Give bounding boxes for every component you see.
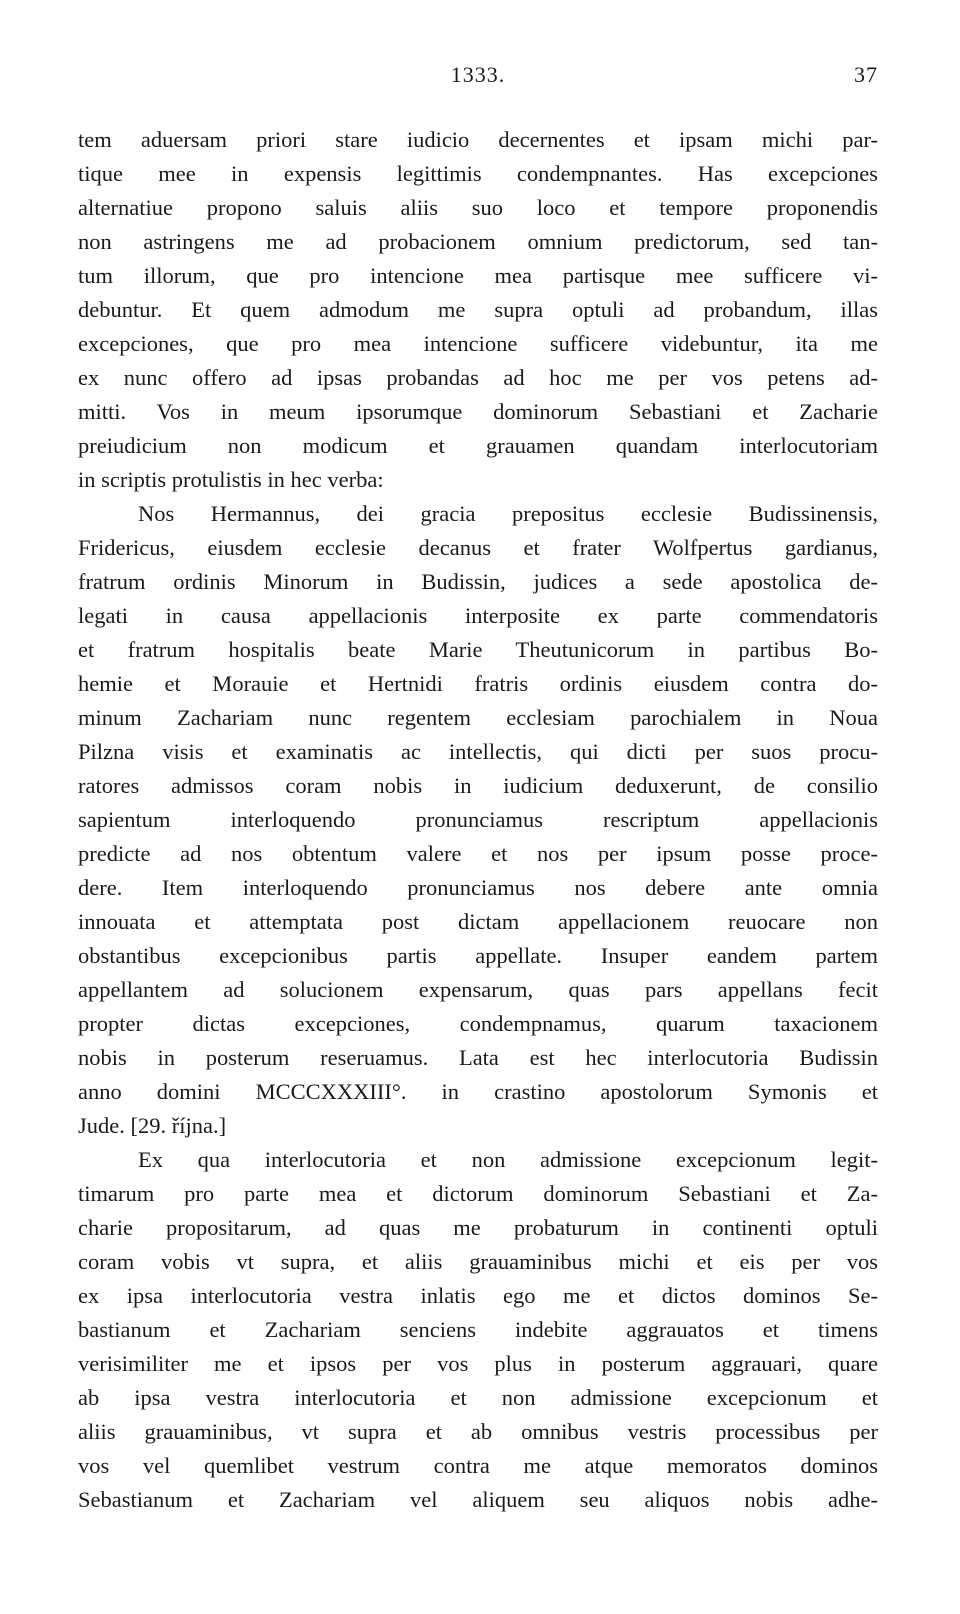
- text-line: legati in causa appellacionis interposite ex parte commendatoris: [78, 603, 878, 628]
- text-line: aliis grauaminibus, vt supra et ab omnibus vestris processibus per: [78, 1419, 878, 1444]
- text-line: alternatiue propono saluis aliis suo loco et tempore proponendis: [78, 195, 878, 220]
- text-line: tique mee in expensis legittimis condempnantes. Has excepciones: [78, 161, 878, 186]
- text-line: fratrum ordinis Minorum in Budissin, judices a sede apostolica de-: [78, 569, 878, 594]
- text-line: verisimiliter me et ipsos per vos plus in posterum aggrauari, quare: [78, 1351, 878, 1376]
- text-line: propter dictas excepciones, condempnamus, quarum taxacionem: [78, 1011, 878, 1036]
- text-line: tem aduersam priori stare iudicio decernentes et ipsam michi par-: [78, 127, 878, 152]
- text-line: appellantem ad solucionem expensarum, quas pars appellans fecit: [78, 977, 878, 1002]
- page-header: [78, 62, 878, 92]
- text-line: dere. Item interloquendo pronunciamus nos debere ante omnia: [78, 875, 878, 900]
- text-line: nobis in posterum reseruamus. Lata est hec interlocutoria Budissin: [78, 1045, 878, 1070]
- body-text: [78, 123, 878, 1517]
- text-line: ratores admissos coram nobis in iudicium deduxerunt, de consilio: [78, 773, 878, 798]
- page-number: 37: [854, 62, 878, 87]
- text-line: Pilzna visis et examinatis ac intellectis, qui dicti per suos procu-: [78, 739, 878, 764]
- text-line: bastianum et Zachariam senciens indebite aggrauatos et timens: [78, 1317, 878, 1342]
- text-line: charie propositarum, ad quas me probaturum in continenti optuli: [78, 1215, 878, 1240]
- text-line: Sebastianum et Zachariam vel aliquem seu aliquos nobis adhe-: [78, 1487, 878, 1512]
- text-line: timarum pro parte mea et dictorum dominorum Sebastiani et Za-: [78, 1181, 878, 1206]
- text-line: predicte ad nos obtentum valere et nos per ipsum posse proce-: [78, 841, 878, 866]
- text-line: ab ipsa vestra interlocutoria et non admissione excepcionum et: [78, 1385, 878, 1410]
- text-line: coram vobis vt supra, et aliis grauaminibus michi et eis per vos: [78, 1249, 878, 1274]
- text-line: mitti. Vos in meum ipsorumque dominorum Sebastiani et Zacharie: [78, 399, 878, 424]
- text-line: vos vel quemlibet vestrum contra me atque memoratos dominos: [78, 1453, 878, 1478]
- text-line: non astringens me ad probacionem omnium predictorum, sed tan-: [78, 229, 878, 254]
- text-line: debuntur. Et quem admodum me supra optuli ad probandum, illas: [78, 297, 878, 322]
- text-line: Nos Hermannus, dei gracia prepositus ecclesie Budissinensis,: [138, 501, 878, 526]
- text-line: excepciones, que pro mea intencione sufficere videbuntur, ita me: [78, 331, 878, 356]
- text-line: minum Zachariam nunc regentem ecclesiam parochialem in Noua: [78, 705, 878, 730]
- text-line: preiudicium non modicum et grauamen quandam interlocutoriam: [78, 433, 878, 458]
- text-line: Ex qua interlocutoria et non admissione excepcionum legit-: [138, 1147, 878, 1172]
- text-line: hemie et Morauie et Hertnidi fratris ordinis eiusdem contra do-: [78, 671, 878, 696]
- text-line: obstantibus excepcionibus partis appellate. Insuper eandem partem: [78, 943, 878, 968]
- text-line: tum illorum, que pro intencione mea partisque mee sufficere vi-: [78, 263, 878, 288]
- text-line: ex ipsa interlocutoria vestra inlatis ego me et dictos dominos Se-: [78, 1283, 878, 1308]
- text-line: Jude. [29. října.]: [78, 1113, 227, 1138]
- text-line: innouata et attemptata post dictam appellacionem reuocare non: [78, 909, 878, 934]
- text-line: et fratrum hospitalis beate Marie Theutunicorum in partibus Bo-: [78, 637, 878, 662]
- text-line: Fridericus, eiusdem ecclesie decanus et frater Wolfpertus gardianus,: [78, 535, 878, 560]
- text-line: anno domini MCCCXXXIII°. in crastino apostolorum Symonis et: [78, 1079, 878, 1104]
- text-line: ex nunc offero ad ipsas probandas ad hoc me per vos petens ad-: [78, 365, 878, 390]
- text-line: sapientum interloquendo pronunciamus rescriptum appellacionis: [78, 807, 878, 832]
- page-year: 1333.: [450, 62, 506, 87]
- text-line: in scriptis protulistis in hec verba:: [78, 467, 384, 492]
